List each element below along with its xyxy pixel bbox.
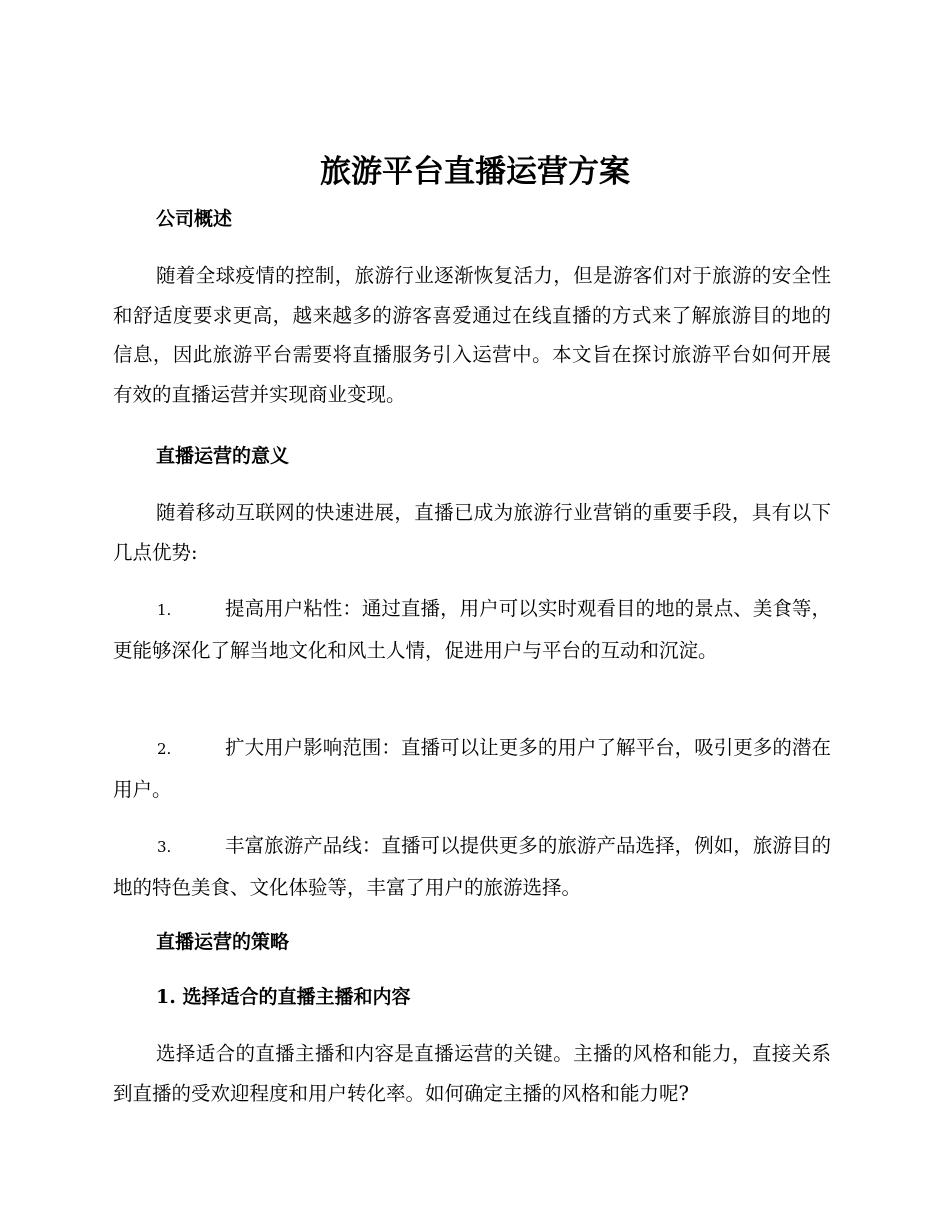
section-heading-strategy: 直播运营的策略: [156, 931, 290, 953]
paragraph-overview: 随着全球疫情的控制，旅游行业逐渐恢复活力，但是游客们对于旅游的安全性和舒适度要求更高，越来越多的游客喜爱通过在线直播的方式来了解旅游目的地的信息，因此旅游平台需要将直播服务引入运营中。本文旨在探讨旅游平台如何开展有效的直播运营并实现商业变现。: [113, 264, 831, 406]
paragraph-strategy: 选择适合的直播主播和内容是直播运营的关键。主播的风格和能力，直接关系到直播的受欢迎程度和用户转化率。如何确定主播的风格和能力呢?: [113, 1042, 831, 1105]
list-item-text: 丰富旅游产品线：直播可以提供更多的旅游产品选择，例如，旅游目的地的特色美食、文化体验等，丰富了用户的旅游选择。: [113, 834, 831, 899]
section-heading-overview: 公司概述: [156, 208, 233, 230]
list-item-number: 1.: [157, 601, 172, 619]
list-item: [113, 589, 831, 670]
list-item-text: 扩大用户影响范围：直播可以让更多的用户了解平台，吸引更多的潜在用户。: [113, 736, 831, 801]
list-item-number: 3.: [157, 838, 172, 856]
document-title: 旅游平台直播运营方案: [320, 154, 630, 190]
list-item-text: 提高用户粘性：通过直播，用户可以实时观看目的地的景点、美食等，更能够深化了解当地文化和风土人情，促进用户与平台的互动和沉淀。: [113, 597, 831, 662]
list-item: [113, 728, 831, 809]
list-item: [113, 826, 831, 907]
subsection-heading-strategy-1: 1. 选择适合的直播主播和内容: [156, 986, 411, 1008]
paragraph-meaning: 随着移动互联网的快速进展，直播已成为旅游行业营销的重要手段，具有以下几点优势:: [113, 501, 831, 564]
section-heading-meaning: 直播运营的意义: [156, 445, 290, 467]
list-item-number: 2.: [157, 740, 172, 758]
